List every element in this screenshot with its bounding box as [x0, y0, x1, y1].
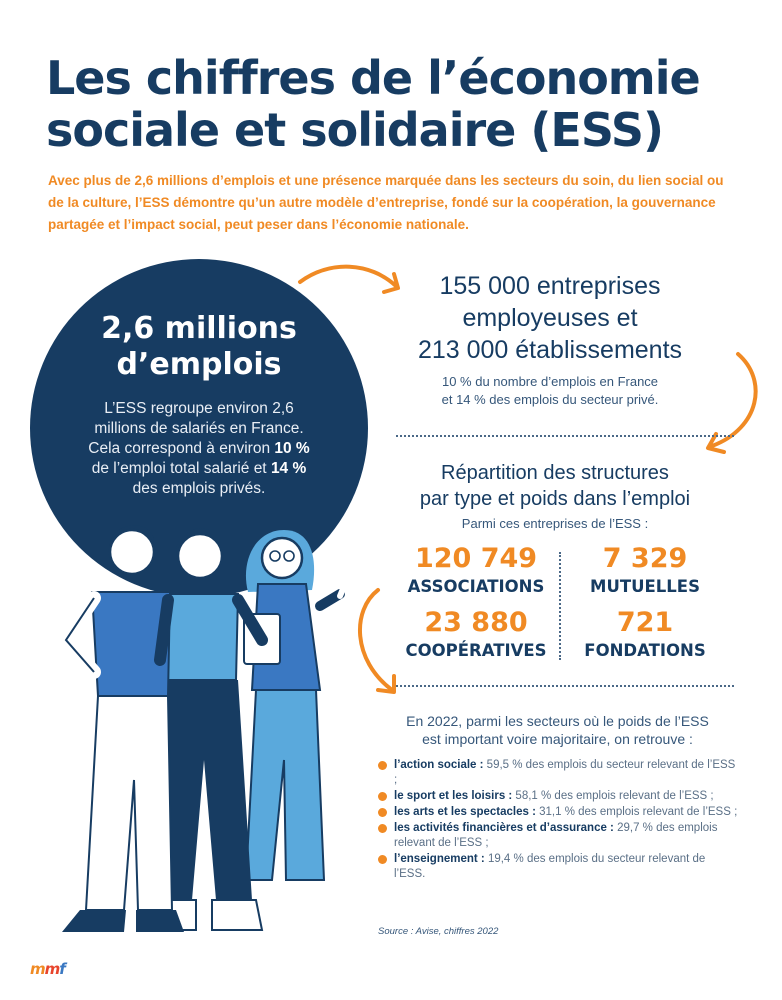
list-item [378, 758, 738, 788]
structure-label: FONDATIONS [584, 641, 706, 660]
structure-value: 7 329 [602, 543, 688, 574]
sectors-heading [385, 712, 730, 748]
brand-logo [30, 960, 65, 978]
sector-name: le sport et les loisirs : [394, 790, 513, 802]
stat-headline-line-1: 155 000 entreprises [439, 272, 661, 300]
dotted-divider [396, 685, 734, 687]
title-line-2: sociale et solidaire (ESS) [46, 103, 664, 157]
vertical-dotted-divider [559, 552, 561, 660]
circle-text-part-3: des emplois privés. [132, 480, 266, 497]
list-item [378, 821, 738, 851]
list-item [378, 789, 738, 804]
sector-text: 19,4 % des emplois du secteur relevant de l’ESS. [394, 853, 706, 880]
structure-label: COOPÉRATIVES [405, 641, 547, 660]
sectors-heading-line-1: En 2022, parmi les secteurs où le poids de l’ESS [406, 713, 709, 729]
logo-letter: m [44, 960, 60, 978]
repartition-subtitle: Parmi ces entreprises de l’ESS : [461, 516, 649, 531]
structure-value: 721 [616, 607, 674, 638]
structure-cell-cooperatives [393, 608, 559, 662]
logo-letter: m [30, 960, 45, 978]
circle-highlight-14: 14 % [270, 460, 307, 477]
curved-arrow-icon [300, 267, 398, 292]
sector-text: 31,1 % des emplois relevant de l’ESS ; [535, 806, 738, 818]
bullet-dot-icon [378, 824, 387, 833]
title-line-1: Les chiffres de l’économie [46, 51, 700, 105]
list-item [378, 852, 738, 882]
intro-text: Avec plus de 2,6 millions d’emplois et une présence marquée dans les secteurs du soin, du lien social ou de la culture, l’ESS démontre qu’un autre modèle d’entreprise, fondé sur la coopération, la gouvernance partagée et l’impact social, peut peser dans l’économie nationale. [48, 173, 724, 232]
stat-headline [385, 270, 715, 366]
logo-letter: f [59, 960, 65, 978]
sector-name: les activités financières et d’assurance : [394, 822, 614, 834]
person-right-illustration [244, 530, 350, 880]
structure-cell-mutuelles [563, 544, 727, 598]
bullet-dot-icon [378, 855, 387, 864]
bullet-dot-icon [378, 808, 387, 817]
stat-subtext-line-2: et 14 % des emplois du secteur privé. [441, 392, 659, 407]
sector-name: l’enseignement : [394, 853, 485, 865]
sectors-list [378, 758, 738, 883]
circle-highlight-10: 10 % [274, 440, 310, 457]
structure-value: 23 880 [424, 607, 528, 638]
list-item [378, 805, 738, 820]
stat-subtext [385, 373, 715, 409]
sectors-heading-line-2: est important voire majoritaire, on retrouve : [422, 731, 693, 747]
curved-arrow-icon [708, 354, 756, 452]
stat-headline-line-3: 213 000 établissements [417, 336, 683, 364]
structure-cell-fondations [563, 608, 727, 662]
sector-text: 29,7 % des emplois relevant de l’ESS ; [394, 822, 718, 849]
sector-text: 59,5 % des emplois du secteur relevant de l’ESS ; [394, 759, 736, 786]
circle-text-part-2: de l’emploi total salarié et [91, 460, 271, 477]
bullet-dot-icon [378, 792, 387, 801]
stat-headline-line-2: employeuses et [462, 304, 638, 332]
person-left-illustration [62, 525, 184, 932]
circle-title-line-2: d’emplois [116, 347, 282, 382]
repartition-heading-line-1: Répartition des structures [441, 462, 669, 484]
curved-arrow-icon [360, 590, 394, 692]
bullet-dot-icon [378, 761, 387, 770]
dotted-divider [396, 435, 734, 437]
structure-grid [393, 544, 727, 664]
structure-cell-associations [393, 544, 559, 598]
repartition-heading [385, 460, 725, 512]
circle-text-part-1: L’ESS regroupe environ 2,6 millions de salariés en France. Cela correspond à environ [88, 400, 304, 457]
structure-value: 120 749 [414, 543, 538, 574]
sector-name: l’action sociale : [394, 759, 484, 771]
sector-text: 58,1 % des emplois relevant de l’ESS ; [512, 790, 714, 802]
sector-name: les arts et les spectacles : [394, 806, 536, 818]
stat-subtext-line-1: 10 % du nombre d’emplois en France [441, 374, 659, 389]
circle-title-line-1: 2,6 millions [101, 311, 297, 346]
structure-label: MUTUELLES [590, 577, 700, 596]
repartition-heading-line-2: par type et poids dans l’emploi [419, 488, 691, 510]
source-note: Source : Avise, chiffres 2022 [378, 926, 499, 937]
structure-label: ASSOCIATIONS [407, 577, 545, 596]
